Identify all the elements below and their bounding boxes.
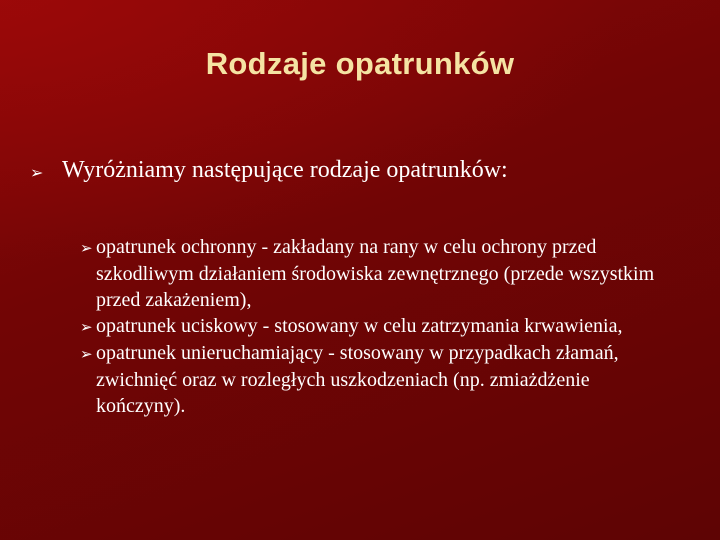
slide-title: Rodzaje opatrunków	[205, 46, 515, 81]
arrow-bullet-icon: ➢	[80, 239, 93, 257]
list-item	[80, 234, 680, 313]
arrow-bullet-icon: ➢	[80, 318, 93, 336]
sub-bullet-list	[80, 234, 680, 419]
list-item	[80, 340, 680, 419]
arrow-bullet-icon: ➢	[80, 345, 93, 363]
main-bullet-text: Wyróżniamy następujące rodzaje opatrunków:	[62, 157, 508, 183]
list-item-text: opatrunek uciskowy - stosowany w celu zatrzymania krwawienia,	[96, 315, 623, 337]
arrow-bullet-icon: ➢	[30, 163, 44, 182]
list-item	[80, 313, 680, 340]
list-item-text: opatrunek ochronny - zakładany na rany w celu ochrony przed szkodliwym działaniem środowiska zewnętrznego (przede wszystkim przed zakażeniem),	[96, 236, 655, 311]
list-item-text: opatrunek unieruchamiający - stosowany w przypadkach złamań, zwichnięć oraz w rozległych uszkodzeniach (np. zmiażdżenie kończyny).	[96, 342, 619, 417]
